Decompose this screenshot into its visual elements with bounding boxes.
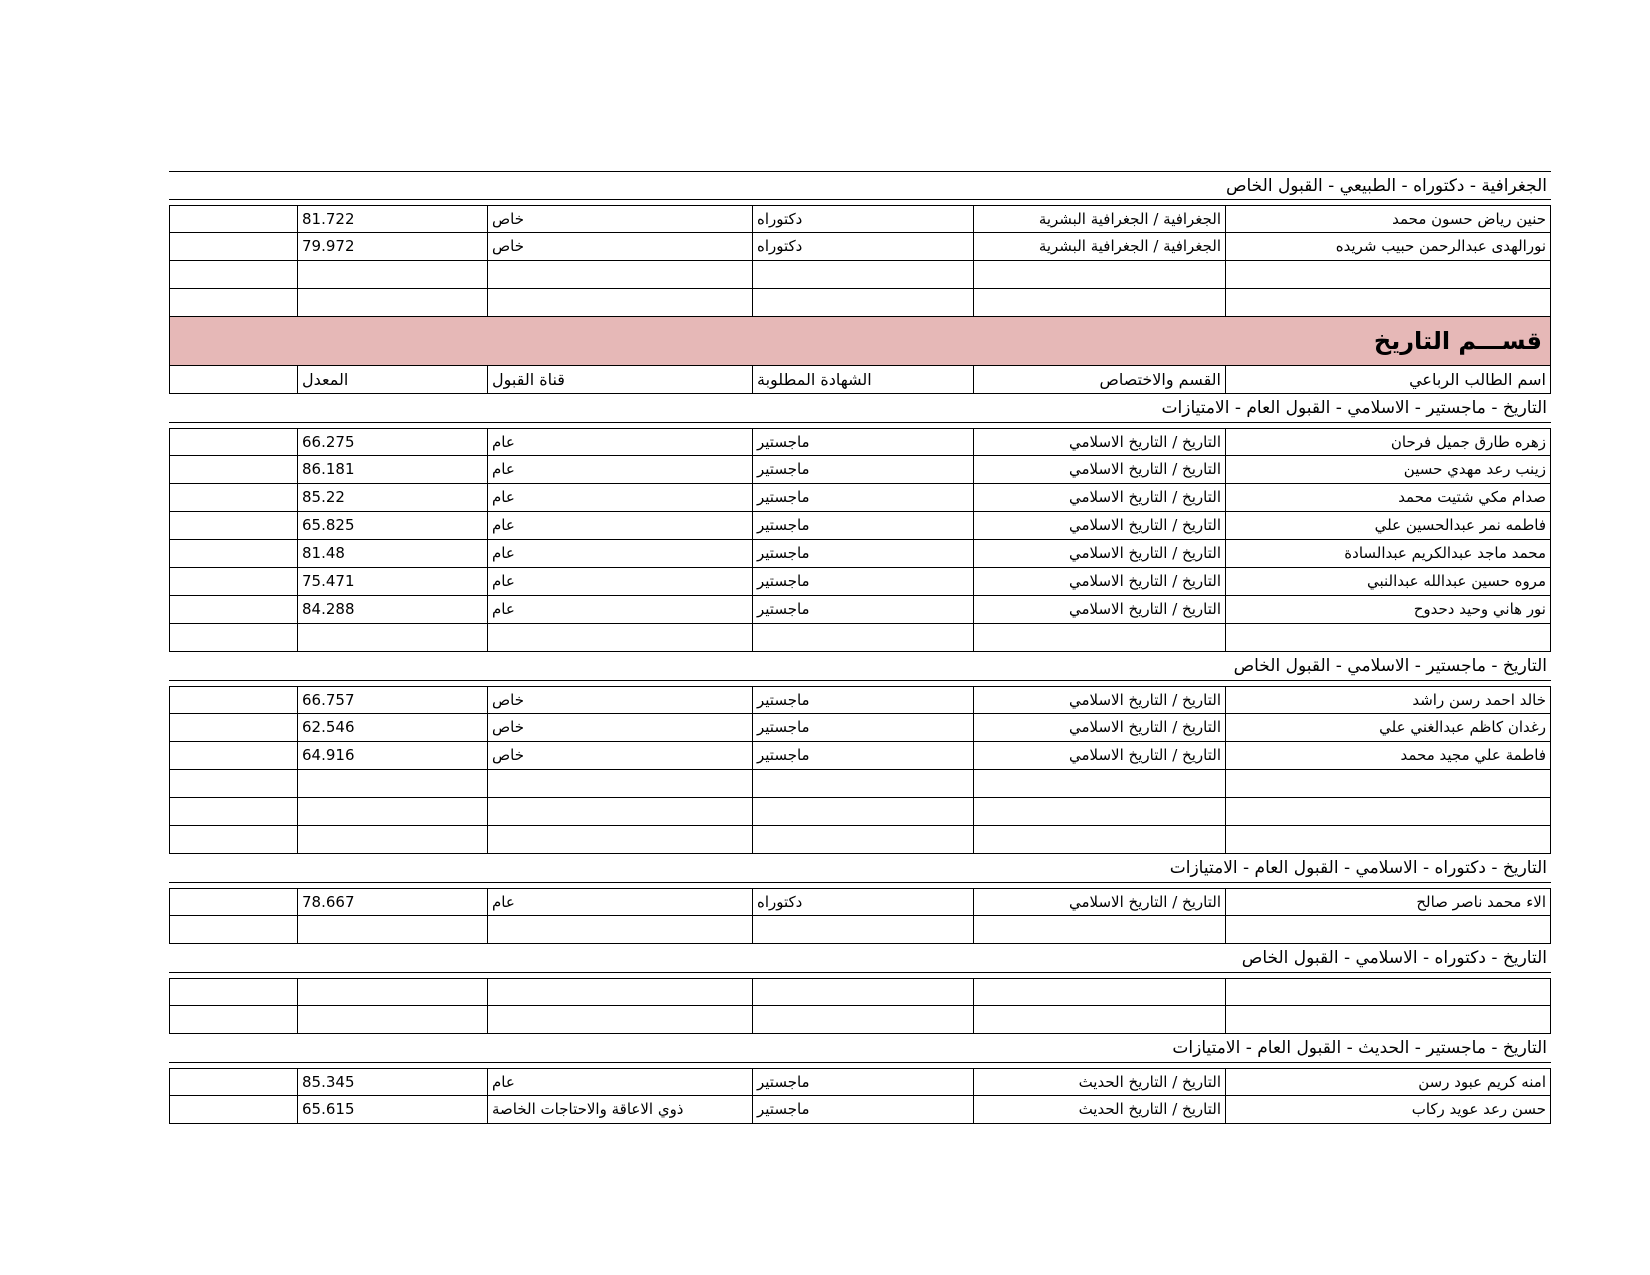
gpa-cell: 81.48 — [297, 540, 487, 567]
degree-cell: ماجستير — [752, 568, 973, 595]
gpa-cell: 81.722 — [297, 206, 487, 232]
department-cell: التاريخ / التاريخ الاسلامي — [973, 714, 1225, 741]
department-cell: التاريخ / التاريخ الاسلامي — [973, 742, 1225, 769]
gpa-cell: 85.345 — [297, 1069, 487, 1095]
table-row — [169, 1096, 1551, 1124]
student-name-cell: امنه كريم عبود رسن — [1225, 1069, 1551, 1095]
admission-channel-cell — [487, 798, 752, 825]
admission-channel-cell: خاص — [487, 687, 752, 713]
degree-cell — [752, 289, 973, 316]
table-row — [169, 484, 1551, 512]
table-row — [169, 261, 1551, 289]
student-name-cell: محمد ماجد عبدالكريم عبدالسادة — [1225, 540, 1551, 567]
department-cell: التاريخ / التاريخ الاسلامي — [973, 484, 1225, 511]
admission-channel-cell: ذوي الاعاقة والاحتاجات الخاصة — [487, 1096, 752, 1123]
extra-cell — [169, 233, 297, 260]
degree-cell — [752, 798, 973, 825]
extra-cell — [169, 484, 297, 511]
extra-cell — [169, 916, 297, 943]
department-cell — [973, 979, 1225, 1005]
table-row — [169, 289, 1551, 317]
degree-cell — [752, 979, 973, 1005]
student-name-cell: زينب رعد مهدي حسين — [1225, 456, 1551, 483]
department-cell — [973, 261, 1225, 288]
degree-cell: دكتوراه — [752, 206, 973, 232]
table-row — [169, 1068, 1551, 1096]
admission-channel-cell: عام — [487, 456, 752, 483]
admission-channel-cell — [487, 289, 752, 316]
student-name-cell: فاطمة علي مجيد محمد — [1225, 742, 1551, 769]
student-name-cell: صدام مكي شتيت محمد — [1225, 484, 1551, 511]
admission-channel-cell — [487, 261, 752, 288]
student-name-cell — [1225, 826, 1551, 853]
extra-cell — [169, 366, 297, 393]
student-name-cell — [1225, 979, 1551, 1005]
gpa-cell — [297, 770, 487, 797]
admission-channel-cell: عام — [487, 484, 752, 511]
gpa-cell: 65.615 — [297, 1096, 487, 1123]
admission-channel-cell: عام — [487, 540, 752, 567]
extra-cell — [169, 512, 297, 539]
student-name-cell — [1225, 261, 1551, 288]
department-cell — [973, 770, 1225, 797]
extra-cell — [169, 596, 297, 623]
degree-cell: ماجستير — [752, 687, 973, 713]
table-row — [169, 1006, 1551, 1034]
table-row — [169, 798, 1551, 826]
department-cell: التاريخ / التاريخ الاسلامي — [973, 687, 1225, 713]
extra-cell — [169, 798, 297, 825]
department-cell — [973, 798, 1225, 825]
extra-cell — [169, 568, 297, 595]
degree-cell: ماجستير — [752, 512, 973, 539]
degree-cell: ماجستير — [752, 742, 973, 769]
degree-cell — [752, 1006, 973, 1033]
group-title: التاريخ - دكتوراه - الاسلامي - القبول العام - الامتيازات — [169, 854, 1551, 883]
table-row — [169, 888, 1551, 916]
admission-channel-cell — [487, 826, 752, 853]
extra-cell — [169, 289, 297, 316]
spreadsheet-page — [169, 171, 1551, 1124]
student-name-cell: الاء محمد ناصر صالح — [1225, 889, 1551, 915]
student-name-cell: حسن رعد عويد ركاب — [1225, 1096, 1551, 1123]
student-name-cell: حنين رياض حسون محمد — [1225, 206, 1551, 232]
student-name-cell — [1225, 289, 1551, 316]
extra-cell — [169, 979, 297, 1005]
gpa-cell: 62.546 — [297, 714, 487, 741]
student-name-cell: نورالهدى عبدالرحمن حبيب شريده — [1225, 233, 1551, 260]
student-name-cell — [1225, 1006, 1551, 1033]
degree-cell: ماجستير — [752, 596, 973, 623]
student-name-cell: رغدان كاظم عبدالغني علي — [1225, 714, 1551, 741]
admission-channel-cell: عام — [487, 1069, 752, 1095]
degree-cell: الشهادة المطلوبة — [752, 366, 973, 393]
student-name-cell — [1225, 916, 1551, 943]
table-row — [169, 596, 1551, 624]
admission-channel-cell: خاص — [487, 233, 752, 260]
gpa-cell: 75.471 — [297, 568, 487, 595]
admission-channel-cell — [487, 770, 752, 797]
table-row — [169, 916, 1551, 944]
admission-channel-cell: عام — [487, 512, 752, 539]
gpa-cell: 86.181 — [297, 456, 487, 483]
extra-cell — [169, 1069, 297, 1095]
table-row — [169, 512, 1551, 540]
degree-cell: ماجستير — [752, 714, 973, 741]
admission-channel-cell: عام — [487, 596, 752, 623]
degree-cell: دكتوراه — [752, 889, 973, 915]
admission-channel-cell: قناة القبول — [487, 366, 752, 393]
degree-cell: ماجستير — [752, 540, 973, 567]
extra-cell — [169, 1096, 297, 1123]
gpa-cell — [297, 798, 487, 825]
admission-channel-cell: عام — [487, 889, 752, 915]
department-cell — [973, 826, 1225, 853]
department-banner: قســـم التاريخ — [169, 317, 1551, 366]
admission-channel-cell — [487, 624, 752, 651]
degree-cell: ماجستير — [752, 456, 973, 483]
admission-channel-cell: عام — [487, 429, 752, 455]
degree-cell — [752, 624, 973, 651]
department-cell: التاريخ / التاريخ الاسلامي — [973, 512, 1225, 539]
gpa-cell: 84.288 — [297, 596, 487, 623]
extra-cell — [169, 742, 297, 769]
gpa-cell — [297, 916, 487, 943]
student-name-cell — [1225, 798, 1551, 825]
gpa-cell: 64.916 — [297, 742, 487, 769]
gpa-cell — [297, 289, 487, 316]
admission-channel-cell: خاص — [487, 206, 752, 232]
department-cell: التاريخ / التاريخ الاسلامي — [973, 456, 1225, 483]
department-cell: الجغرافية / الجغرافية البشرية — [973, 233, 1225, 260]
table-row — [169, 826, 1551, 854]
department-cell — [973, 1006, 1225, 1033]
extra-cell — [169, 1006, 297, 1033]
table-row — [169, 770, 1551, 798]
degree-cell: دكتوراه — [752, 233, 973, 260]
table-row — [169, 714, 1551, 742]
gpa-cell: 66.757 — [297, 687, 487, 713]
table-row — [169, 233, 1551, 261]
group-title: التاريخ - ماجستير - الاسلامي - القبول الخاص — [169, 652, 1551, 681]
extra-cell — [169, 714, 297, 741]
table-row — [169, 742, 1551, 770]
table-row — [169, 686, 1551, 714]
gpa-cell: 85.22 — [297, 484, 487, 511]
group-title: التاريخ - دكتوراه - الاسلامي - القبول الخاص — [169, 944, 1551, 973]
gpa-cell — [297, 826, 487, 853]
student-name-cell — [1225, 624, 1551, 651]
gpa-cell — [297, 1006, 487, 1033]
table-row — [169, 568, 1551, 596]
department-cell — [973, 624, 1225, 651]
extra-cell — [169, 826, 297, 853]
extra-cell — [169, 624, 297, 651]
table-row — [169, 456, 1551, 484]
department-cell: التاريخ / التاريخ الحديث — [973, 1096, 1225, 1123]
extra-cell — [169, 261, 297, 288]
extra-cell — [169, 889, 297, 915]
department-cell — [973, 289, 1225, 316]
table-row — [169, 978, 1551, 1006]
gpa-cell: 78.667 — [297, 889, 487, 915]
group-title: التاريخ - ماجستير - الحديث - القبول العام - الامتيازات — [169, 1034, 1551, 1063]
admission-channel-cell — [487, 979, 752, 1005]
group-title: التاريخ - ماجستير - الاسلامي - القبول العام - الامتيازات — [169, 394, 1551, 423]
table-row — [169, 205, 1551, 233]
student-name-cell: زهره طارق جميل فرحان — [1225, 429, 1551, 455]
degree-cell: ماجستير — [752, 429, 973, 455]
gpa-cell: 66.275 — [297, 429, 487, 455]
column-header-row — [169, 366, 1551, 394]
table-row — [169, 428, 1551, 456]
extra-cell — [169, 687, 297, 713]
gpa-cell: 65.825 — [297, 512, 487, 539]
gpa-cell: 79.972 — [297, 233, 487, 260]
admission-channel-cell — [487, 1006, 752, 1033]
extra-cell — [169, 540, 297, 567]
extra-cell — [169, 770, 297, 797]
gpa-cell — [297, 261, 487, 288]
table-row — [169, 624, 1551, 652]
student-name-cell: نور هاني وحيد دحدوح — [1225, 596, 1551, 623]
department-cell: الجغرافية / الجغرافية البشرية — [973, 206, 1225, 232]
student-name-cell: فاطمه نمر عبدالحسين علي — [1225, 512, 1551, 539]
degree-cell — [752, 770, 973, 797]
gpa-cell — [297, 624, 487, 651]
extra-cell — [169, 456, 297, 483]
department-cell: التاريخ / التاريخ الاسلامي — [973, 889, 1225, 915]
admission-channel-cell: عام — [487, 568, 752, 595]
student-name-cell — [1225, 770, 1551, 797]
admission-channel-cell — [487, 916, 752, 943]
degree-cell — [752, 916, 973, 943]
degree-cell — [752, 261, 973, 288]
department-cell: القسم والاختصاص — [973, 366, 1225, 393]
extra-cell — [169, 429, 297, 455]
gpa-cell: المعدل — [297, 366, 487, 393]
student-name-cell: خالد احمد رسن راشد — [1225, 687, 1551, 713]
student-name-cell: مروه حسين عبدالله عبدالنبي — [1225, 568, 1551, 595]
department-cell: التاريخ / التاريخ الحديث — [973, 1069, 1225, 1095]
degree-cell: ماجستير — [752, 484, 973, 511]
admission-channel-cell: خاص — [487, 714, 752, 741]
department-cell — [973, 916, 1225, 943]
extra-cell — [169, 206, 297, 232]
degree-cell: ماجستير — [752, 1096, 973, 1123]
student-name-cell: اسم الطالب الرباعي — [1225, 366, 1551, 393]
table-row — [169, 540, 1551, 568]
department-cell: التاريخ / التاريخ الاسلامي — [973, 596, 1225, 623]
admission-channel-cell: خاص — [487, 742, 752, 769]
degree-cell: ماجستير — [752, 1069, 973, 1095]
degree-cell — [752, 826, 973, 853]
department-cell: التاريخ / التاريخ الاسلامي — [973, 429, 1225, 455]
gpa-cell — [297, 979, 487, 1005]
group-title: الجغرافية - دكتوراه - الطبيعي - القبول الخاص — [169, 171, 1551, 200]
department-cell: التاريخ / التاريخ الاسلامي — [973, 540, 1225, 567]
department-cell: التاريخ / التاريخ الاسلامي — [973, 568, 1225, 595]
